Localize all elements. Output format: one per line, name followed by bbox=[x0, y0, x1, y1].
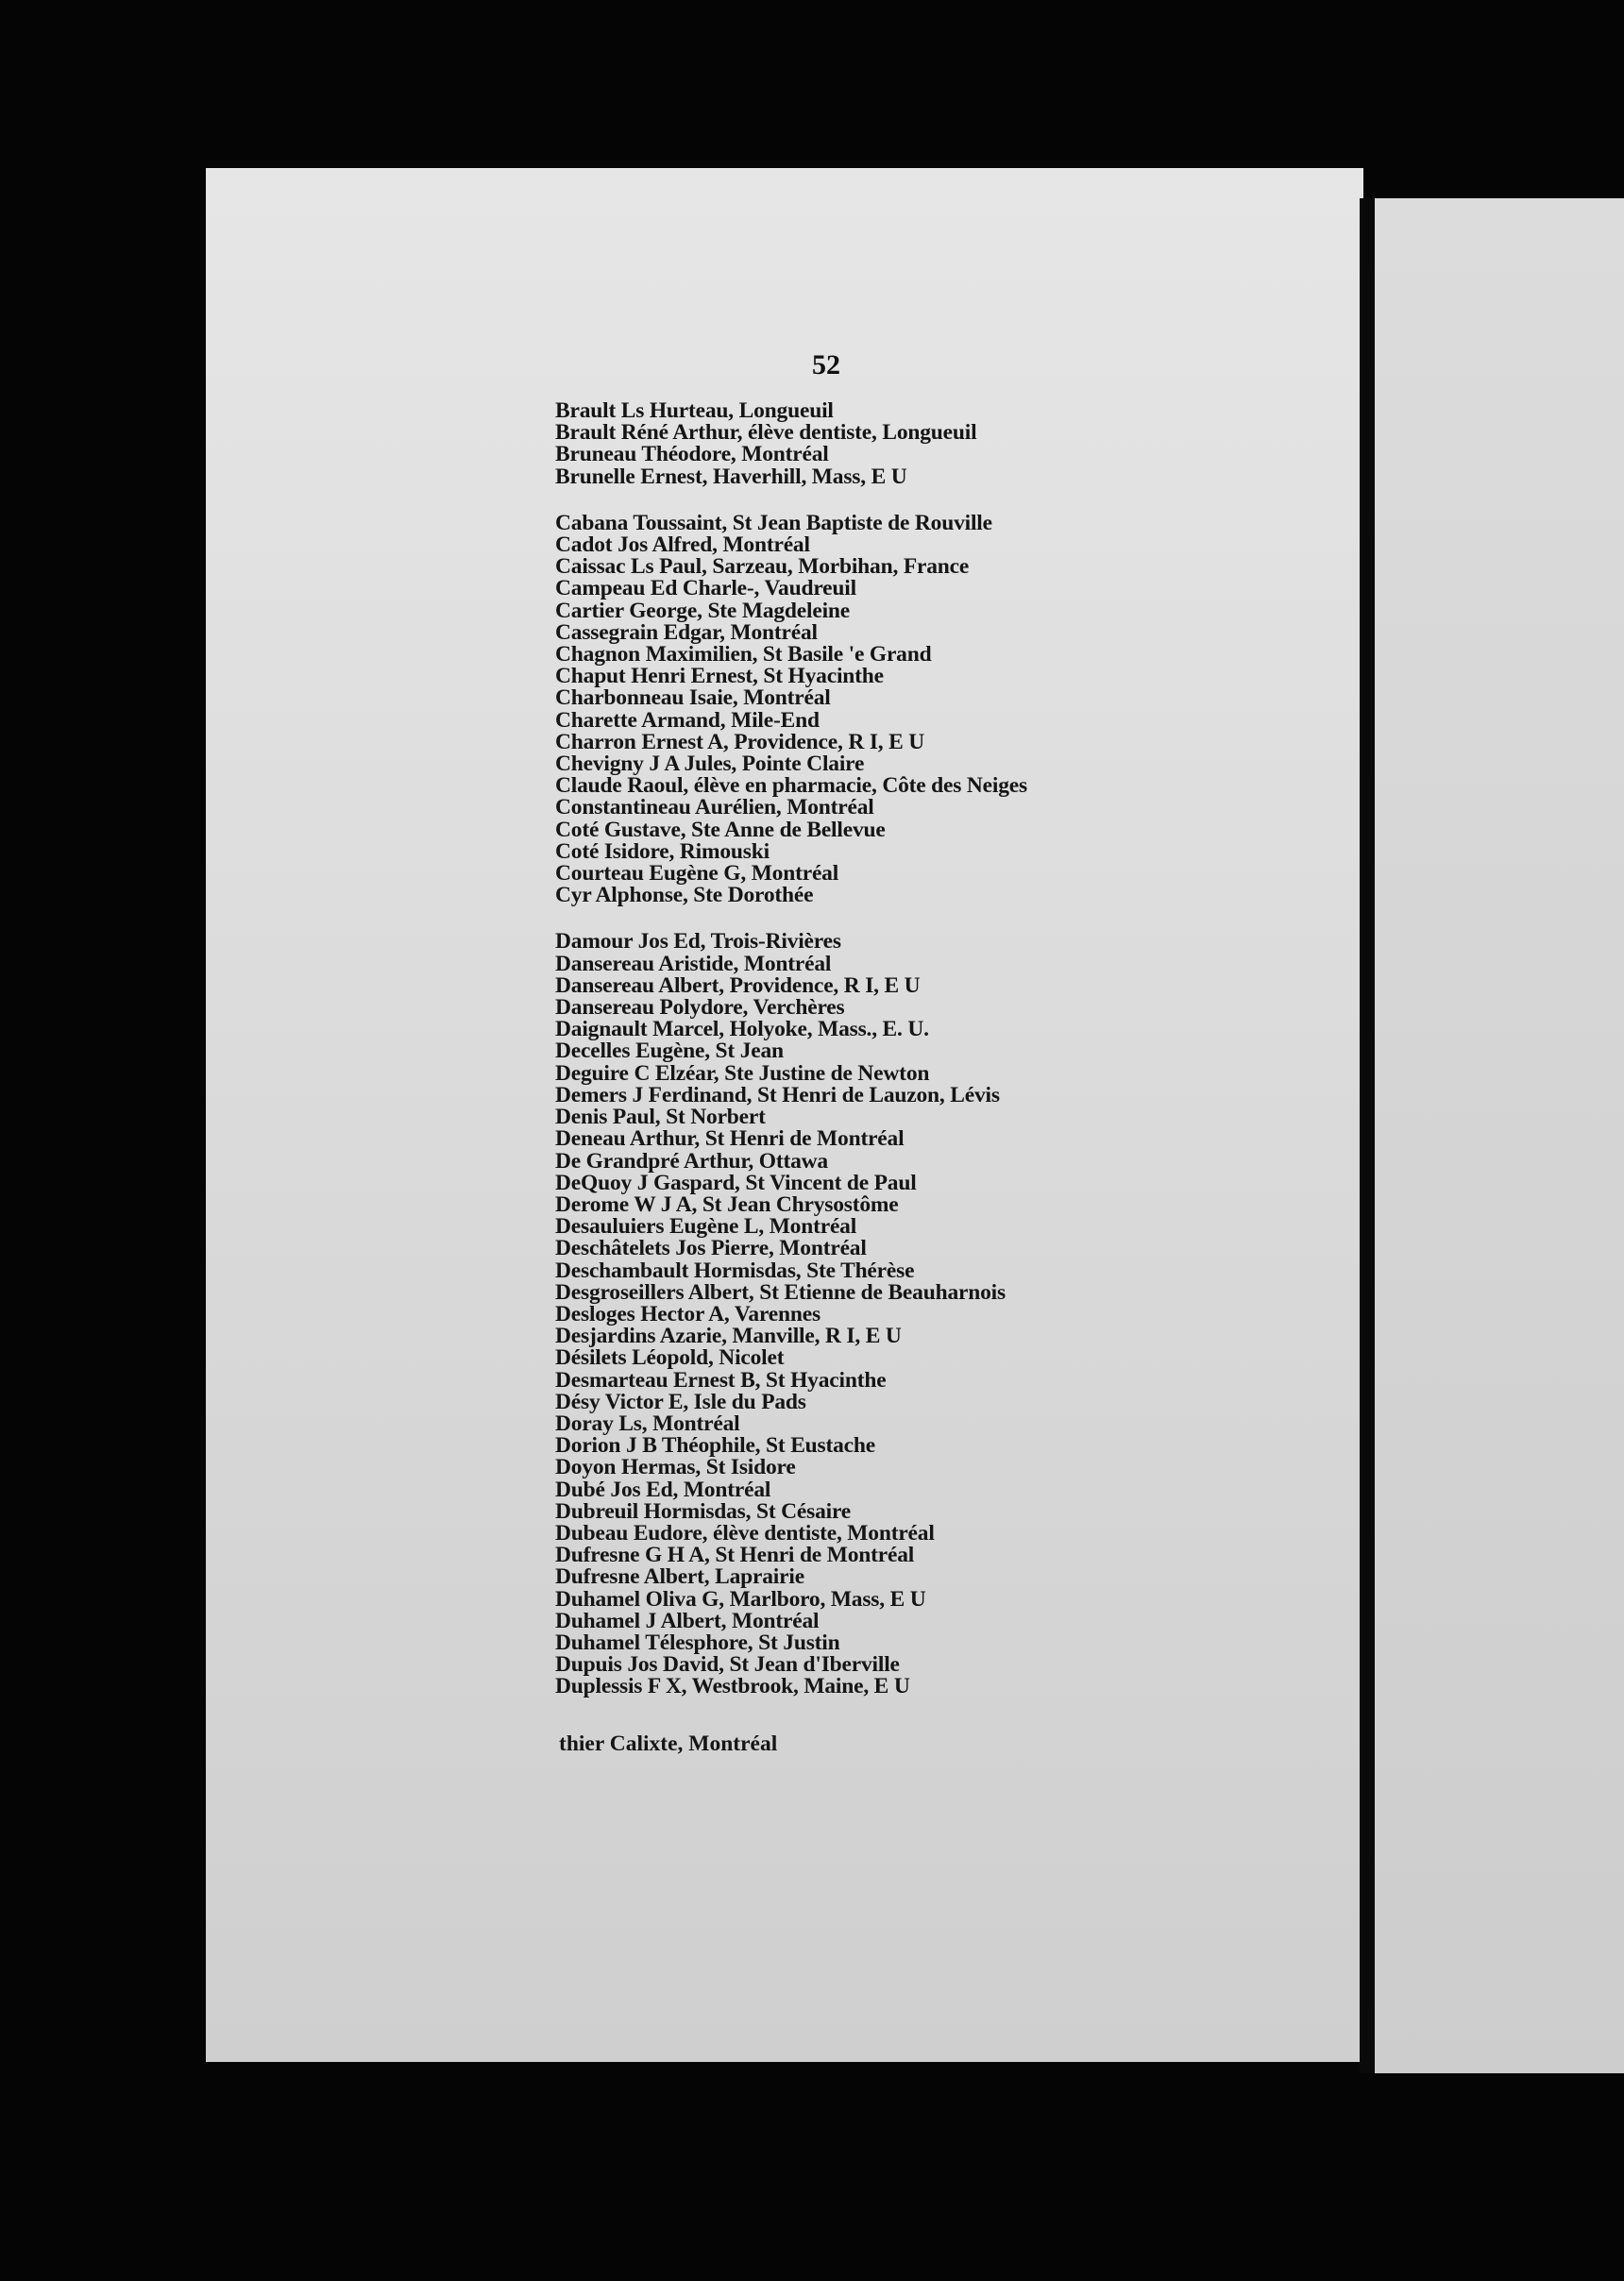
directory-entry: Duhamel Télesphore, St Justin bbox=[555, 1630, 840, 1655]
directory-entry: Cartier George, Ste Magdeleine bbox=[555, 598, 851, 623]
directory-entry: Deguire C Elzéar, Ste Justine de Newton bbox=[555, 1060, 930, 1086]
directory-entry: Dupuis Jos David, St Jean d'Iberville bbox=[555, 1652, 900, 1678]
directory-entry: Charette Armand, Mile-End bbox=[555, 707, 820, 733]
directory-entry: Desmarteau Ernest B, St Hyacinthe bbox=[555, 1367, 887, 1393]
directory-entry: Constantineau Aurélien, Montréal bbox=[555, 795, 874, 820]
directory-entry: Dansereau Aristide, Montréal bbox=[555, 951, 832, 976]
page-number: 52 bbox=[812, 349, 840, 380]
directory-entry: Demers J Ferdinand, St Henri de Lauzon, Lévis bbox=[555, 1082, 1000, 1107]
directory-entry: Desjardins Azarie, Manville, R I, E U bbox=[555, 1324, 902, 1349]
directory-list bbox=[555, 400, 1329, 1723]
directory-entry: Dorion J B Théophile, St Eustache bbox=[555, 1433, 875, 1459]
directory-entry: Chaput Henri Ernest, St Hyacinthe bbox=[555, 664, 884, 689]
directory-entry: Brault Ls Hurteau, Longueuil bbox=[555, 398, 834, 423]
directory-entry: Coté Gustave, Ste Anne de Bellevue bbox=[555, 817, 886, 842]
directory-entry: Duhamel Oliva G, Marlboro, Mass, E U bbox=[555, 1586, 926, 1612]
directory-entry: Coté Isidore, Rimouski bbox=[555, 838, 770, 864]
directory-entry: Brault Réné Arthur, élève dentiste, Longueuil bbox=[555, 420, 977, 446]
section-d bbox=[555, 931, 1329, 1698]
directory-entry: Caissac Ls Paul, Sarzeau, Morbihan, France bbox=[555, 554, 970, 580]
directory-entry: Desauluiers Eugène L, Montréal bbox=[555, 1214, 857, 1240]
trailing-entry: thier Calixte, Montréal bbox=[559, 1732, 778, 1756]
directory-entry: Doyon Hermas, St Isidore bbox=[555, 1455, 796, 1480]
section-b bbox=[555, 400, 1329, 488]
directory-entry: Courteau Eugène G, Montréal bbox=[555, 861, 839, 887]
directory-entry: Dubreuil Hormisdas, St Césaire bbox=[555, 1498, 852, 1524]
directory-entry: Dubé Jos Ed, Montréal bbox=[555, 1477, 771, 1502]
directory-entry: De Grandpré Arthur, Ottawa bbox=[555, 1148, 828, 1174]
directory-entry: Damour Jos Ed, Trois-Rivières bbox=[555, 929, 841, 955]
directory-entry: Cadot Jos Alfred, Montréal bbox=[555, 532, 810, 558]
directory-entry: Doray Ls, Montréal bbox=[555, 1411, 740, 1436]
directory-entry: Derome W J A, St Jean Chrysostôme bbox=[555, 1191, 899, 1217]
book-gutter bbox=[1360, 198, 1375, 2073]
directory-entry: Chagnon Maximilien, St Basile 'e Grand bbox=[555, 642, 932, 667]
directory-entry: Dufresne G H A, St Henri de Montréal bbox=[555, 1543, 915, 1568]
directory-entry: Désy Victor E, Isle du Pads bbox=[555, 1389, 806, 1414]
directory-entry: Duplessis F X, Westbrook, Maine, E U bbox=[555, 1674, 910, 1699]
directory-entry: Charron Ernest A, Providence, R I, E U bbox=[555, 729, 925, 754]
directory-entry: Dufresne Albert, Laprairie bbox=[555, 1564, 804, 1590]
directory-entry: Deschâtelets Jos Pierre, Montréal bbox=[555, 1236, 867, 1261]
directory-entry: Brunelle Ernest, Haverhill, Mass, E U bbox=[555, 464, 907, 489]
directory-entry: Campeau Ed Charle-, Vaudreuil bbox=[555, 576, 856, 601]
directory-entry: Dansereau Albert, Providence, R I, E U bbox=[555, 972, 921, 998]
directory-entry: Desloges Hector A, Varennes bbox=[555, 1301, 820, 1326]
directory-entry: Claude Raoul, élève en pharmacie, Côte des Neiges bbox=[555, 773, 1027, 799]
directory-entry: Dubeau Eudore, élève dentiste, Montréal bbox=[555, 1520, 935, 1546]
directory-entry: Charbonneau Isaie, Montréal bbox=[555, 685, 831, 711]
directory-entry: Daignault Marcel, Holyoke, Mass., E. U. bbox=[555, 1017, 929, 1042]
directory-entry: Deneau Arthur, St Henri de Montréal bbox=[555, 1126, 905, 1152]
directory-entry: Decelles Eugène, St Jean bbox=[555, 1039, 784, 1064]
directory-entry: Chevigny J A Jules, Pointe Claire bbox=[555, 752, 865, 777]
directory-entry: Désilets Léopold, Nicolet bbox=[555, 1345, 785, 1371]
directory-entry: Deschambault Hormisdas, Ste Thérèse bbox=[555, 1258, 915, 1283]
directory-entry: Desgroseillers Albert, St Etienne de Beauharnois bbox=[555, 1279, 1006, 1305]
directory-entry: Cyr Alphonse, Ste Dorothée bbox=[555, 883, 814, 908]
right-page-edge bbox=[1375, 198, 1624, 2073]
left-page bbox=[206, 168, 1363, 2062]
directory-entry: Dansereau Polydore, Verchères bbox=[555, 995, 845, 1021]
directory-entry: Denis Paul, St Norbert bbox=[555, 1105, 766, 1130]
section-c bbox=[555, 510, 1329, 908]
directory-entry: DeQuoy J Gaspard, St Vincent de Paul bbox=[555, 1170, 917, 1195]
directory-entry: Bruneau Théodore, Montréal bbox=[555, 442, 829, 467]
directory-entry: Cabana Toussaint, St Jean Baptiste de Rouville bbox=[555, 510, 992, 535]
directory-entry: Duhamel J Albert, Montréal bbox=[555, 1608, 820, 1633]
directory-entry: Cassegrain Edgar, Montréal bbox=[555, 619, 818, 645]
